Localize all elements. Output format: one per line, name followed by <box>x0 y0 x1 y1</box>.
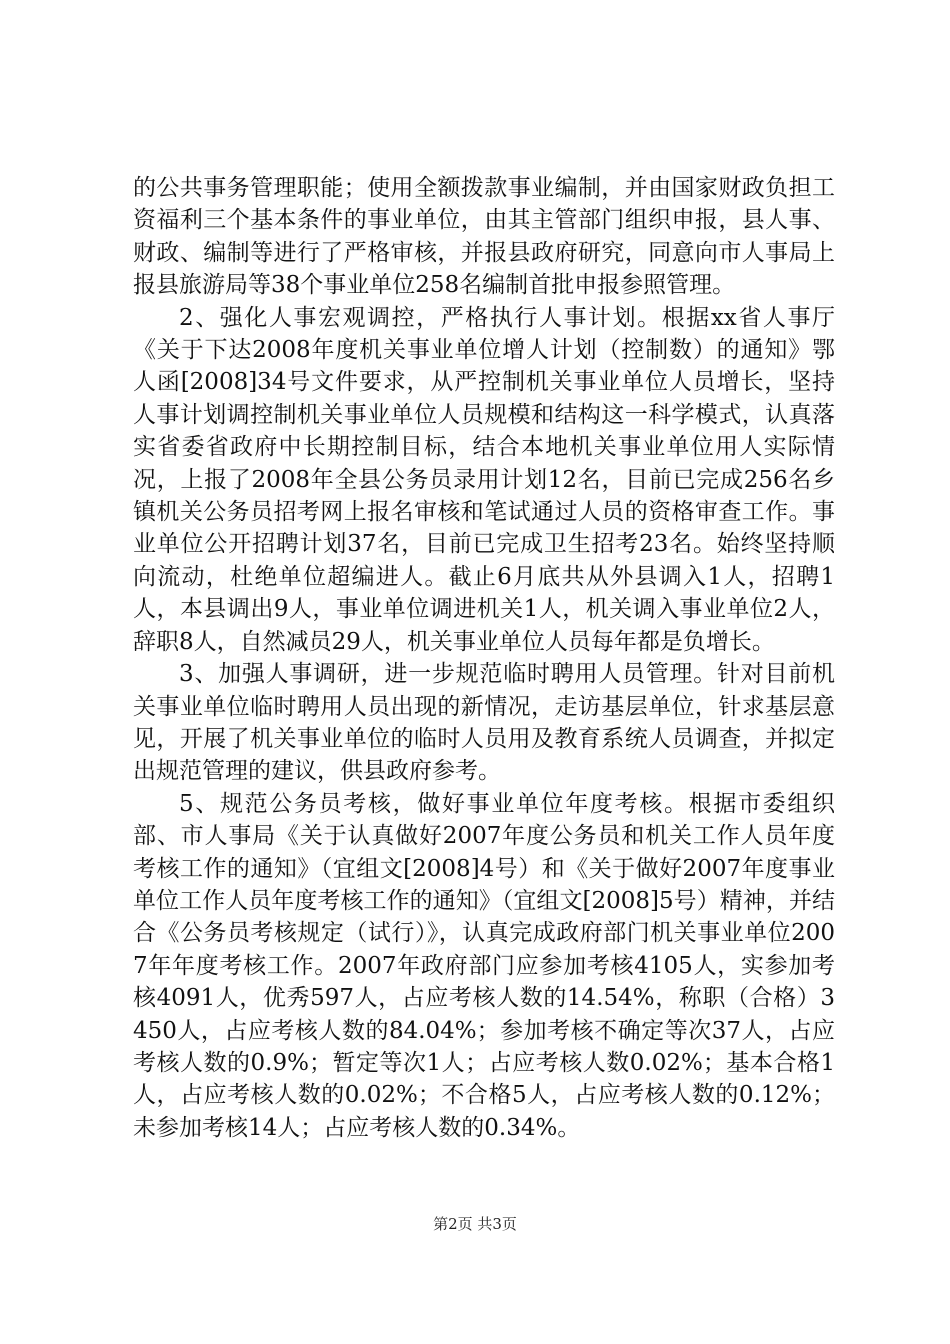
document-body <box>133 172 835 1144</box>
paragraph-continuation: 的公共事务管理职能；使用全额拨款事业编制，并由国家财政负担工资福利三个基本条件的事业单位，由其主管部门组织申报，县人事、财政、编制等进行了严格审核，并报县政府研究，同意向市人事局上报县旅游局等38个事业单位258名编制首批申报参照管理。 <box>133 175 835 299</box>
paragraph-item-5: 5、规范公务员考核，做好事业单位年度考核。根据市委组织部、市人事局《关于认真做好2007年度公务员和机关工作人员年度考核工作的通知》（宜组文[2008]4号）和《关于做好2007年度事业单位工作人员年度考核工作的通知》（宜组文[2008]5号）精神，并结合《公务员考核规定（试行）》，认真完成政府部门机关事业单位2007年年度考核工作。2007年政府部门应参加考核4105人，实参加考核4091人，优秀597人，占应考核人数的14.54%，称职（合格）3450人，占应考核人数的84.04%；参加考核不确定等次37人，占应考核人数的0.9%；暂定等次1人；占应考核人数0.02%；基本合格1人，占应考核人数的0.02%；不合格5人，占应考核人数的0.12%；未参加考核14人；占应考核人数的0.34%。 <box>133 790 835 1141</box>
paragraph-item-2: 2、强化人事宏观调控，严格执行人事计划。根据xx省人事厅《关于下达2008年度机关事业单位增人计划（控制数）的通知》鄂人函[2008]34号文件要求，从严控制机关事业单位人员增长，坚持人事计划调控制机关事业单位人员规模和结构这一科学模式，认真落实省委省政府中长期控制目标，结合本地机关事业单位用人实际情况，上报了2008年全县公务员录用计划12名，目前已完成256名乡镇机关公务员招考网上报名审核和笔试通过人员的资格审查工作。事业单位公开招聘计划37名，目前已完成卫生招考23名。始终坚持顺向流动，杜绝单位超编进人。截止6月底共从外县调入1人，招聘1人，本县调出9人，事业单位调进机关1人，机关调入事业单位2人，辞职8人，自然减员29人，机关事业单位人员每年都是负增长。 <box>133 304 835 655</box>
paragraph-item-3: 3、加强人事调研，进一步规范临时聘用人员管理。针对目前机关事业单位临时聘用人员出现的新情况，走访基层单位，针求基层意见，开展了机关事业单位的临时人员用及教育系统人员调查，并拟定出规范管理的建议，供县政府参考。 <box>133 661 835 785</box>
page-number-footer: 第2页 共3页 <box>433 1215 517 1233</box>
